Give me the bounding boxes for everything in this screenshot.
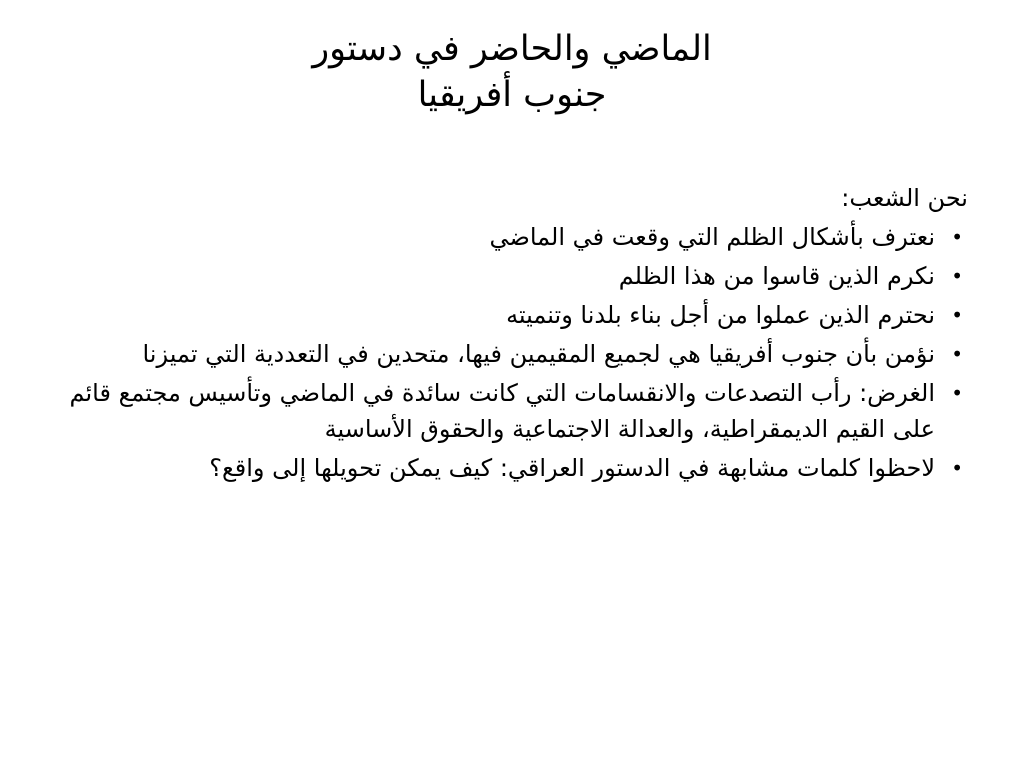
bullet-icon: • [951, 381, 963, 405]
bullet-icon: • [951, 342, 963, 366]
bullet-item-2 [60, 258, 968, 294]
bullet-text-4: نؤمن بأن جنوب أفريقيا هي لجميع المقيمين فيها، متحدين في التعددية التي تميزنا [142, 340, 935, 368]
bullet-text-6: لاحظوا كلمات مشابهة في الدستور العراقي: كيف يمكن تحويلها إلى واقع؟ [209, 454, 935, 482]
bullet-icon: • [951, 264, 963, 288]
slide-body [60, 180, 968, 489]
title-line-2: جنوب أفريقيا [417, 75, 607, 115]
title-line-1: الماضي والحاضر في دستور [312, 29, 712, 69]
bullet-list [60, 219, 968, 486]
bullet-icon: • [951, 303, 963, 327]
bullet-icon: • [951, 225, 963, 249]
bullet-icon: • [951, 456, 963, 480]
bullet-item-4 [60, 336, 968, 372]
bullet-item-6 [60, 450, 968, 486]
bullet-text-1: نعترف بأشكال الظلم التي وقعت في الماضي [489, 223, 935, 251]
bullet-item-1 [60, 219, 968, 255]
bullet-text-3: نحترم الذين عملوا من أجل بناء بلدنا وتنميته [506, 301, 935, 329]
bullet-item-5 [60, 375, 968, 447]
intro-text: نحن الشعب: [841, 184, 968, 212]
bullet-item-3 [60, 297, 968, 333]
bullet-text-2: نكرم الذين قاسوا من هذا الظلم [618, 262, 935, 290]
slide-title [150, 26, 874, 118]
bullet-text-5: الغرض: رأب التصدعات والانقسامات التي كانت سائدة في الماضي وتأسيس مجتمع قائم على القيم الديمقراطية، والعدالة الاجتماعية والحقوق الأساسية [69, 379, 935, 443]
